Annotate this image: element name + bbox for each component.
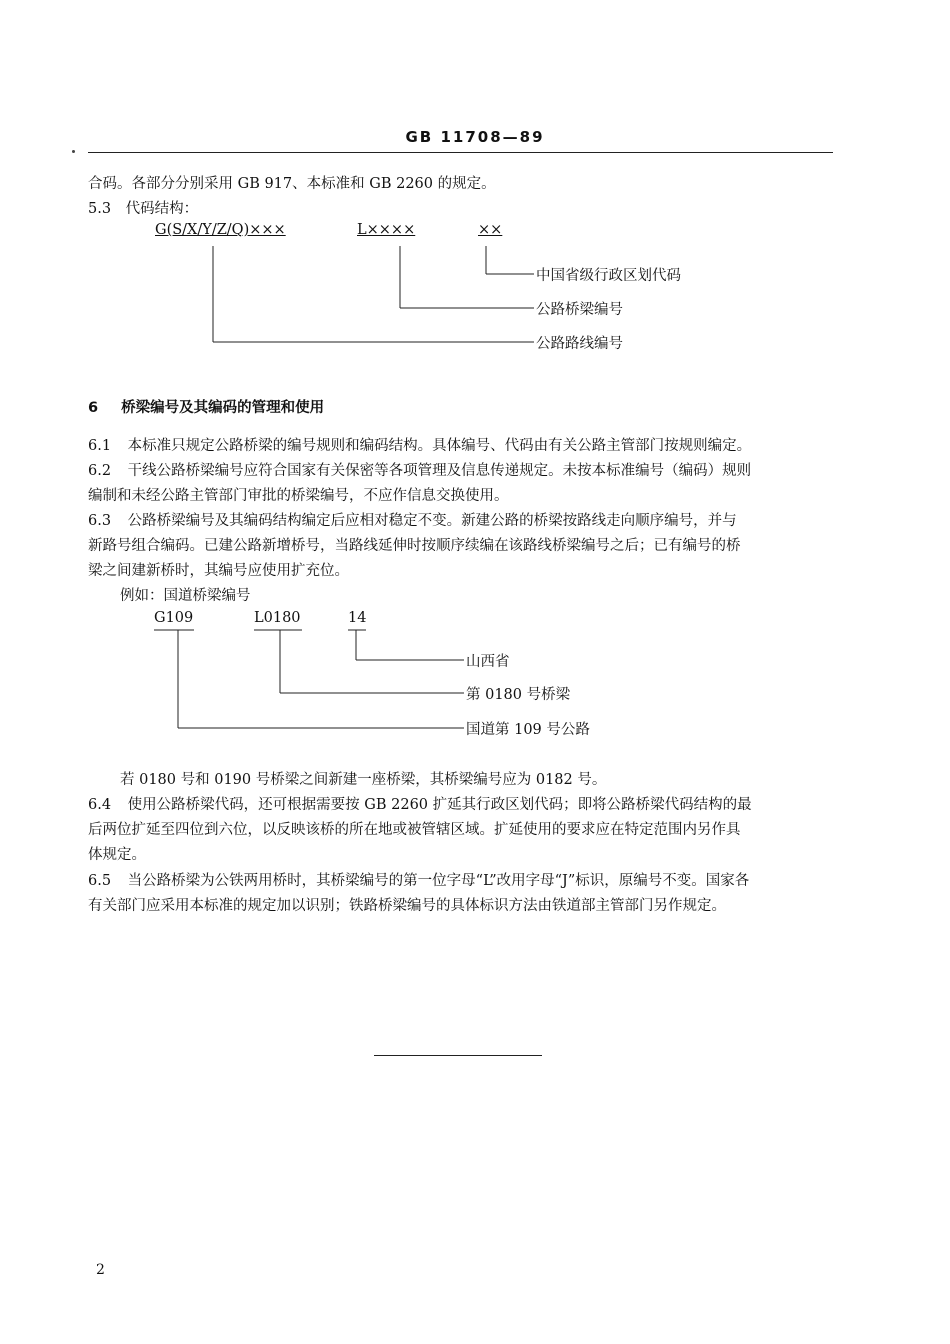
label-bridge-number: 公路桥梁编号 <box>536 302 623 318</box>
clause-6-4-line-2: 后两位扩延至四位到六位，以反映该桥的所在地或被管辖区域。扩延使用的要求应在特定范围内另作具 <box>88 822 741 838</box>
clause-6-5-line-1 <box>88 869 749 893</box>
clause-6-3-line-3: 梁之间建新桥时，其编号应使用扩充位。 <box>88 563 349 579</box>
code-segment-bridge: L×××× <box>357 222 416 238</box>
section-number: 5.3 <box>88 201 112 217</box>
label-province-code: 中国省级行政区划代码 <box>536 268 681 284</box>
example-segment-province: 14 <box>348 610 367 626</box>
clause-text: 本标准只规定公路桥梁的编号规则和编码结构。具体编号、代码由有关公路主管部门按规则编定。 <box>127 438 752 454</box>
code-segment-route: G(S/X/Y/Z/Q)××× <box>155 222 286 238</box>
section-title: 桥梁编号及其编码的管理和使用 <box>121 400 325 416</box>
section-number: 6 <box>88 400 99 416</box>
clause-number: 6.3 <box>88 513 112 529</box>
label-route-number: 公路路线编号 <box>536 336 623 352</box>
example-label-bridge: 第 0180 号桥梁 <box>466 687 571 703</box>
intro-line: 合码。各部分分别采用 GB 917、本标准和 GB 2260 的规定。 <box>88 176 496 192</box>
example-label-route: 国道第 109 号公路 <box>466 722 590 738</box>
clause-6-2-line-2: 编制和未经公路主管部门审批的桥梁编号，不应作信息交换使用。 <box>88 488 509 504</box>
clause-6-4-line-3: 体规定。 <box>88 847 146 863</box>
code-segment-province: ×× <box>478 222 503 238</box>
code-structure-diagram-lines <box>0 0 950 400</box>
section-6-heading <box>88 396 324 417</box>
clause-text: 公路桥梁编号及其编码结构编定后应相对稳定不变。新建公路的桥梁按路线走向顺序编号，并与 <box>127 513 737 529</box>
clause-number: 6.5 <box>88 873 112 889</box>
clause-text: 干线公路桥梁编号应符合国家有关保密等各项管理及信息传递规定。未按本标准编号（编码）规则 <box>127 463 752 479</box>
example-segment-bridge: L0180 <box>254 610 301 626</box>
example-label: 例如：国道桥梁编号 <box>120 588 251 604</box>
clause-6-2-line-1 <box>88 459 751 483</box>
section-title: 代码结构： <box>125 201 199 217</box>
example-segment-route: G109 <box>154 610 194 626</box>
clause-number: 6.4 <box>88 797 112 813</box>
end-rule <box>374 1055 542 1056</box>
clause-text: 当公路桥梁为公铁两用桥时，其桥梁编号的第一位字母“L”改用字母“J”标识，原编号不变。国家各 <box>127 873 750 889</box>
clause-6-5-line-2: 有关部门应采用本标准的规定加以识别；铁路桥梁编号的具体标识方法由铁道部主管部门另作规定。 <box>88 898 726 914</box>
clause-6-3-line-1 <box>88 509 737 533</box>
clause-6-1 <box>88 434 751 458</box>
clause-6-3-line-2: 新路号组合编码。已建公路新增桥号，当路线延伸时按顺序续编在该路线桥梁编号之后；已有编号的桥 <box>88 538 741 554</box>
standard-code-header: GB 11708—89 <box>405 128 545 146</box>
clause-6-4-line-1 <box>88 793 752 817</box>
clause-number: 6.1 <box>88 438 112 454</box>
clause-number: 6.2 <box>88 463 112 479</box>
example-label-province: 山西省 <box>466 654 510 670</box>
clause-text: 使用公路桥梁代码，还可根据需要按 GB 2260 扩延其行政区划代码；即将公路桥梁代码结构的最 <box>127 797 752 813</box>
page-number: 2 <box>96 1262 105 1278</box>
example-note: 若 0180 号和 0190 号桥梁之间新建一座桥梁，其桥梁编号应为 0182 号。 <box>120 772 607 788</box>
